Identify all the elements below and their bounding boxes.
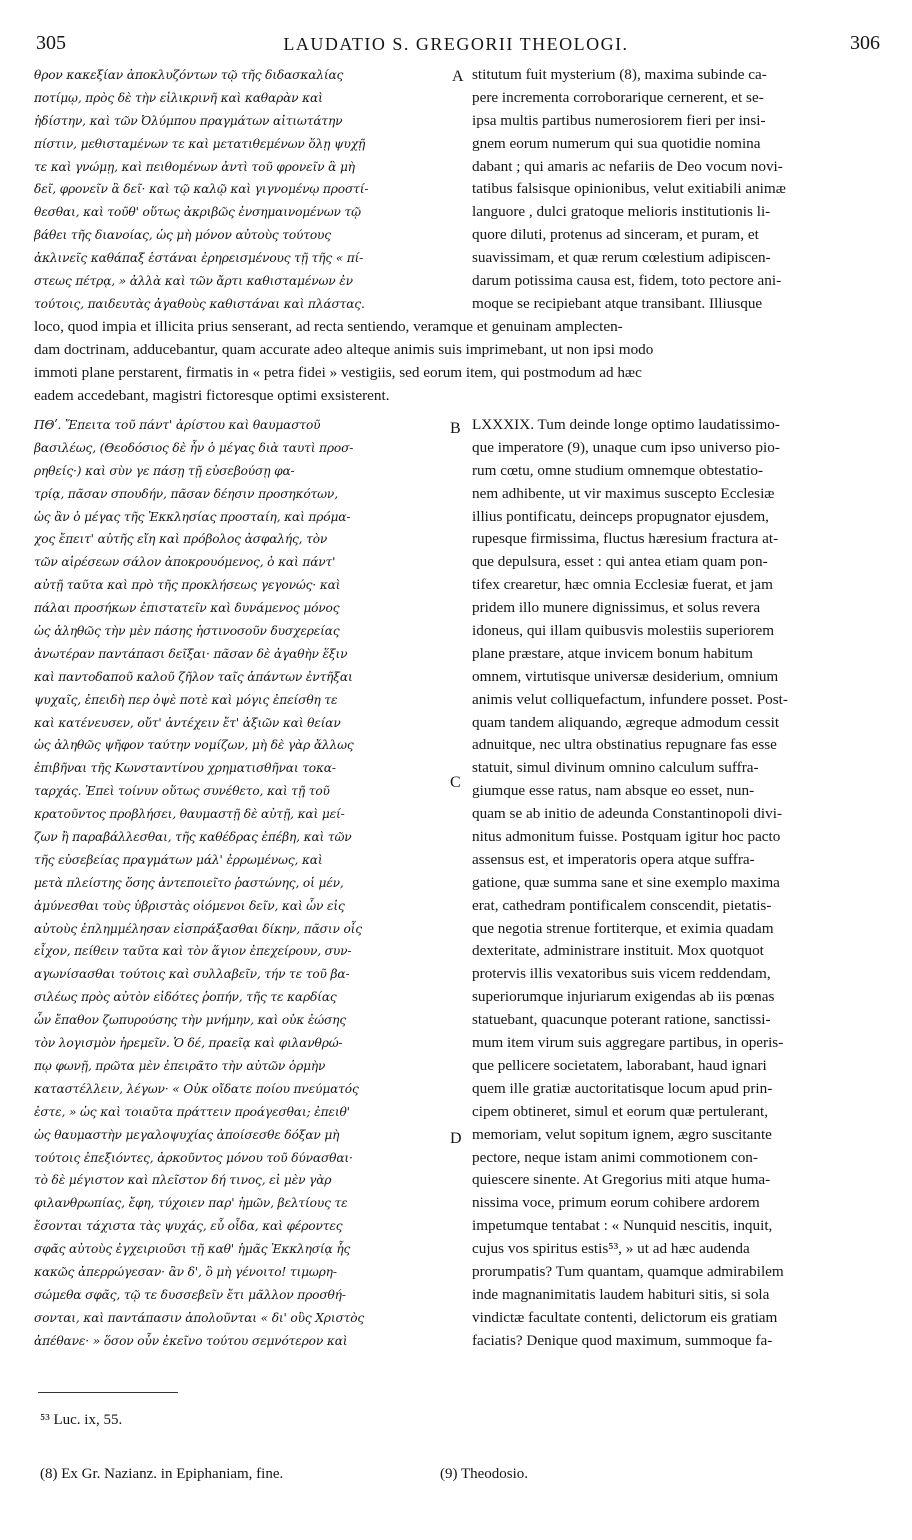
latin-line: dexteritate, administrare instituit. Mox quotquot xyxy=(472,942,764,960)
greek-line: ἐστε, » ὡς καὶ τοιαῦτα πράττειν προάγεσθαι; ἐπειθ' xyxy=(34,1104,350,1119)
latin-line: mum item virum suis aggregare partibus, in operis- xyxy=(472,1034,784,1052)
latin-line: rupesque firmissima, fluctus hæresium fractura at- xyxy=(472,530,779,548)
latin-line: dabant ; qui amaris ac nefariis de Deo vocum novi- xyxy=(472,157,783,175)
greek-line: ταρχάς. Ἐπεὶ τοίνυν οὕτως συνέθετο, καὶ τῇ τοῦ xyxy=(34,784,330,799)
latin-line: que negotia strenue fortiterque, et eximia quadam xyxy=(472,919,774,937)
latin-line: nem adhibente, ut vir maximus suscepto Ecclesiæ xyxy=(472,484,775,502)
greek-line: ἀνωτέραν παντάπασι δεῖξαι· πᾶσαν δὲ ἀγαθὴν ἕξιν xyxy=(34,646,348,661)
latin-line: nitus admonitum fuisse. Postquam igitur hoc pacto xyxy=(472,828,781,846)
latin-column-top xyxy=(472,64,882,316)
greek-line: θεσθαι, καὶ τοῦθ' οὕτως ἀκριβῶς ἐνσημαινομένων τῷ xyxy=(34,205,361,220)
greek-line: στεως πέτρᾳ, » ἀλλὰ καὶ τῶν ἄρτι καθισταμένων ἐν xyxy=(34,274,353,289)
latin-line: memoriam, velut sopitum ignem, ægro suscitante xyxy=(472,1125,772,1143)
greek-line: χος ἔπειτ' αὐτῆς εἴη καὶ πρόβολος ἀσφαλής, τὸν xyxy=(34,532,328,547)
greek-line: ὧν ἔπαθον ζωπυρούσης τὴν μνήμην, καὶ οὐκ ἐώσης xyxy=(34,1013,347,1028)
greek-line: ζων ἢ παραβάλλεσθαι, τῆς καθέδρας ἐπέβη, καὶ τῶν xyxy=(34,830,352,845)
greek-line: τε καὶ γνώμῃ, καὶ πειθομένων ἀντὶ τοῦ φρονεῖν ἃ μὴ xyxy=(34,159,355,174)
page-header xyxy=(30,32,882,56)
margin-marker-b: B xyxy=(450,420,461,437)
footnote-9: (9) Theodosio. xyxy=(440,1466,529,1482)
greek-line: ἔσονται τάχιστα τὰς ψυχάς, εὖ οἶδα, καὶ φέροντες xyxy=(34,1219,343,1234)
latin-line: erat, cathedram pontificalem conscendit, pietatis- xyxy=(472,896,772,914)
latin-line: LXXXIX. Tum deinde longe optimo laudatissimo- xyxy=(472,416,780,433)
greek-line: καὶ κατένευσεν, οὔτ' ἀντέχειν ἔτ' ἀξιῶν καὶ θείαν xyxy=(34,715,341,730)
greek-column-bottom xyxy=(34,414,454,1353)
greek-line: ἀπέθανε· » ὅσον οὖν ἐκεῖνο τούτου σεμνότερον καὶ xyxy=(34,1333,348,1348)
greek-line: δεῖ, φρονεῖν ἃ δεῖ· καὶ τῷ καλῷ καὶ γιγνομένῳ προστί- xyxy=(34,182,369,197)
latin-line: pere incrementa corroborarique cernerent, et se- xyxy=(472,88,764,106)
latin-line: illius pontificatu, deinceps propugnator ejusdem, xyxy=(472,507,769,525)
right-page-number: 306 xyxy=(850,32,880,54)
full-width-line: loco, quod impia et illicita prius senserant, ad recta sentiendo, veramque et genuinam amplecten- xyxy=(34,318,623,335)
latin-line: que depulsura, esset : qui antea etiam quam pon- xyxy=(472,553,768,571)
full-width-paragraph xyxy=(34,316,884,408)
full-width-line: immoti plane perstarent, firmatis in « petra fidei » vestigiis, sed eorum item, qui postmodum ad hæc xyxy=(34,363,642,381)
scripture-footnote: ⁵³ Luc. ix, 55. xyxy=(40,1412,123,1428)
footnote-rule xyxy=(38,1392,178,1393)
greek-line: ἐπιβῆναι τῆς Κωνσταντίνου χρηματισθῆναι τοκα- xyxy=(34,761,336,776)
margin-marker-a: A xyxy=(452,68,464,85)
latin-line: cipem obtineret, simul et eorum quæ pertulerant, xyxy=(472,1102,769,1120)
greek-line: καὶ παντοδαποῦ καλοῦ ζῆλον ταῖς ἁπάντων ἐντῆξαι xyxy=(34,669,353,684)
latin-line: assensus est, et imperatoris opera atque suffra- xyxy=(472,850,755,868)
latin-line: quem ille gratiæ auctoritatisque locum apud prin- xyxy=(472,1079,773,1097)
greek-line: ἀκλινεῖς καθάπαξ ἑστάναι ἐρηρεισμένους τῇ τῆς « πί- xyxy=(34,251,364,266)
latin-line: languore , dulci gratoque melioris institutionis li- xyxy=(472,203,771,221)
latin-line: que imperatore (9), unaque cum ipso universo pio- xyxy=(472,438,780,456)
latin-line: que pellicere societatem, laborabant, haud ignari xyxy=(472,1056,767,1074)
latin-line: ipsa multis partibus numerosiorem fieri per insi- xyxy=(472,111,766,129)
latin-line: quam tandem aliquando, ægreque admodum cessit xyxy=(472,713,780,731)
greek-line: πάλαι προσήκων ἐπιστατεῖν καὶ δυνάμενος μόνος xyxy=(34,601,340,616)
greek-line: πίστιν, μεθισταμένων τε καὶ μετατιθεμένων ὅλῃ ψυχῇ xyxy=(34,136,366,151)
latin-line: suavissimam, et quæ rerum cœlestium adipiscen- xyxy=(472,249,771,267)
latin-line: inde magnanimitatis laudem habituri sitis, si sola xyxy=(472,1285,770,1303)
latin-line: cujus vos spiritus estis⁵³, » ut ad hæc audenda xyxy=(472,1240,750,1258)
greek-line: αὐτῇ ταῦτα καὶ πρὸ τῆς προκλήσεως γεγονώς· καὶ xyxy=(34,578,341,593)
latin-line: prorumpatis? Tum quantam, quamque admirabilem xyxy=(472,1262,784,1280)
latin-line: gatione, quæ summa sane et sine exemplo maxima xyxy=(472,873,780,891)
greek-line: τῆς εὐσεβείας πραγμάτων μάλ' ἐρρωμένως, καὶ xyxy=(34,852,323,867)
greek-line: σιλέως πρὸς αὐτὸν εἰδότες ῥοπήν, τῆς τε καρδίας xyxy=(34,990,337,1005)
latin-line: superiorumque injuriarum exigendas ab iis pœnas xyxy=(472,988,775,1006)
latin-line: idoneus, qui illam quibusvis molestiis superiorem xyxy=(472,622,775,640)
greek-line: τρίᾳ, πᾶσαν σπουδήν, πᾶσαν δέησιν προσηκότων, xyxy=(34,486,338,501)
greek-line: βασιλέως, (Θεοδόσιος δὲ ἦν ὁ μέγας διὰ ταυτὶ προσ- xyxy=(34,440,354,455)
latin-line: darum potissima causa est, fidem, toto pectore ani- xyxy=(472,272,782,290)
greek-line: τῶν αἱρέσεων σάλον ἀποκρουόμενος, ὁ καὶ πάντ' xyxy=(34,555,336,570)
latin-line: gnem eorum numerum qui sua quotidie nomina xyxy=(472,134,761,152)
greek-line: καταστέλλειν, λέγων· « Οὐκ οἴδατε ποίου πνεύματός xyxy=(34,1081,359,1096)
latin-line: vindictæ facultate contenti, delictorum eis gratiam xyxy=(472,1308,778,1326)
greek-line: αὐτοὺς ἐπλημμέλησαν εἰσπράξασθαι δίκην, πᾶσιν οἷς xyxy=(34,921,362,936)
latin-line: pectore, neque istam animi commotionem con- xyxy=(472,1148,758,1166)
latin-line: animis velut colliquefactum, infundere posset. Post- xyxy=(472,690,788,708)
running-title: LAUDATIO S. GREGORII THEOLOGI. xyxy=(283,34,629,54)
latin-line: tifex crearetur, hæc omnia Ecclesiæ fuerat, et jam xyxy=(472,576,773,594)
margin-marker-d: D xyxy=(450,1130,462,1147)
greek-line: σονται, καὶ παντάπασιν ἀπολοῦνται « δι' οὓς Χριστὸς xyxy=(34,1310,365,1325)
latin-line: protervis illis vexatoribus suis vicem reddendam, xyxy=(472,965,771,983)
greek-line: σώμεθα σφᾶς, τῷ τε δυσσεβεῖν ἔτι μᾶλλον προσθή- xyxy=(34,1287,346,1302)
latin-column-bottom xyxy=(472,414,882,1353)
greek-line: σφᾶς αὐτοὺς ἐγχειριοῦσι τῇ καθ' ἡμᾶς Ἐκκλησίᾳ ἧς xyxy=(34,1242,351,1257)
latin-line: rum cœtu, omne studium omnemque obtestatio- xyxy=(472,461,764,479)
full-width-line: eadem accedebant, magistri fictoresque optimi exsisterent. xyxy=(34,386,390,404)
greek-line: ὡς ἀληθῶς τὴν μὲν πάσης ἡστινοσοῦν δυσχερείας xyxy=(34,624,340,639)
greek-line: εἶχον, πείθειν ταῦτα καὶ τὸν ἅγιον ἐπεχείρουν, συν- xyxy=(34,944,352,959)
greek-line: θρον κακεξίαν ἀποκλυζόντων τῷ τῆς διδασκαλίας xyxy=(34,68,344,82)
latin-line: adnuitque, nec ultra obstinatius repugnare fas esse xyxy=(472,736,777,754)
greek-line: τούτοις ἐπεξιόντες, ἀρκοῦντος μόνου τοῦ δύνασθαι· xyxy=(34,1150,353,1165)
latin-line: impetumque tentabat : « Nunquid nescitis, inquit, xyxy=(472,1217,773,1235)
greek-line: ποτίμῳ, πρὸς δὲ τὴν εἰλικρινῆ καὶ καθαρὰν καὶ xyxy=(34,90,323,105)
latin-line: stitutum fuit mysterium (8), maxima subinde ca- xyxy=(472,66,767,83)
latin-line: moque se recipiebant atque transibant. Illiusque xyxy=(472,294,763,312)
greek-line: ἡδίστην, καὶ τῶν Ὀλύμπου πραγμάτων αἰτιωτάτην xyxy=(34,113,343,128)
greek-line: φιλανθρωπίας, ἔφη, τύχοιεν παρ' ἡμῶν, βελτίους τε xyxy=(34,1196,348,1211)
left-page-number: 305 xyxy=(36,32,66,54)
greek-line: ψυχαῖς, ἐπειδὴ περ ὀψὲ ποτὲ καὶ μόγις ἐπείσθη τε xyxy=(34,692,338,707)
latin-line: quiescere sinente. At Gregorius miti atque huma- xyxy=(472,1171,771,1189)
latin-line: omnem, virtutisque universæ desiderium, omnium xyxy=(472,667,779,685)
latin-line: giumque esse ratus, nam absque eo esset, nun- xyxy=(472,782,755,800)
full-width-line: dam doctrinam, adducebantur, quam accurate adeo alteque animis suis imprimebant, ut non ipsi modo xyxy=(34,340,654,358)
greek-line: κακῶς ἀπερρώγεσαν· ἂν δ', ὃ μὴ γένοιτο! τιμωρη- xyxy=(34,1264,337,1279)
greek-line: τούτοις, παιδευτὰς ἀγαθοὺς καθιστάναι καὶ πλάστας. xyxy=(34,296,365,311)
greek-line: ΠΘʹ. Ἔπειτα τοῦ πάντ' ἀρίστου καὶ θαυμαστοῦ xyxy=(34,418,321,432)
greek-column-top xyxy=(34,64,454,316)
latin-line: statuit, simul divinum omnino calculum suffra- xyxy=(472,759,759,777)
greek-line: κρατοῦντος προβλήσει, θαυμαστῇ δὲ αὐτῇ, καὶ μεί- xyxy=(34,807,345,822)
margin-marker-c: C xyxy=(450,774,461,791)
greek-line: βάθει τῆς διανοίας, ὡς μὴ μόνον αὐτοὺς τούτους xyxy=(34,228,331,243)
latin-line: quore diluti, protenus ad sinceram, et puram, et xyxy=(472,226,759,244)
greek-line: πῳ φωνῇ, πρῶτα μὲν ἐπειρᾶτο τὴν αὐτῶν ὁρμὴν xyxy=(34,1058,326,1073)
greek-line: ὡς ἀληθῶς ψῆφον ταύτην νομίζων, μὴ δὲ γὰρ ἄλλως xyxy=(34,738,354,753)
latin-line: nissima voce, primum eorum cohibere ardorem xyxy=(472,1194,760,1212)
greek-line: ἀμύνεσθαι τοὺς ὑβριστὰς οἰόμενοι δεῖν, καὶ ὧν εἰς xyxy=(34,898,345,913)
latin-line: tatibus falsisque opinionibus, velut exitiabili animæ xyxy=(472,180,786,198)
greek-line: αγωνίσασθαι τούτοις καὶ συλλαβεῖν, τήν τε τοῦ βα- xyxy=(34,967,350,982)
latin-line: statuebant, quacunque poterant ratione, sanctissi- xyxy=(472,1011,771,1029)
latin-line: faciatis? Denique quod maximum, summoque fa- xyxy=(472,1331,773,1349)
greek-line: ρηθείς·) καὶ σὺν γε πάσῃ τῇ εὐσεβούσῃ φα- xyxy=(34,463,295,478)
footnote-8: (8) Ex Gr. Nazianz. in Epiphaniam, fine. xyxy=(40,1466,284,1482)
greek-line: τὸ δὲ μέγιστον καὶ πλεῖστον δή τινος, εἰ μὲν γὰρ xyxy=(34,1173,332,1188)
greek-line: ὡς ἂν ὁ μέγας τῆς Ἐκκλησίας προσταίη, καὶ πρόμα- xyxy=(34,509,351,524)
latin-line: quam se ab initio de adeunda Constantinopoli divi- xyxy=(472,805,783,823)
greek-line: τὸν λογισμὸν ἠρεμεῖν. Ὁ δέ, πραεῖᾳ καὶ φιλανθρώ- xyxy=(34,1036,343,1051)
greek-line: μετὰ πλείστης ὅσης ἀντεποιεῖτο ῥαστώνης, οἱ μέν, xyxy=(34,875,344,890)
latin-line: plane præstare, atque invicem bonum habitum xyxy=(472,644,753,662)
latin-line: pridem illo munere dignissimus, et solus revera xyxy=(472,599,761,617)
greek-line: ὡς θαυμαστὴν μεγαλοψυχίας ἀποίσεσθε δόξαν μὴ xyxy=(34,1127,340,1142)
